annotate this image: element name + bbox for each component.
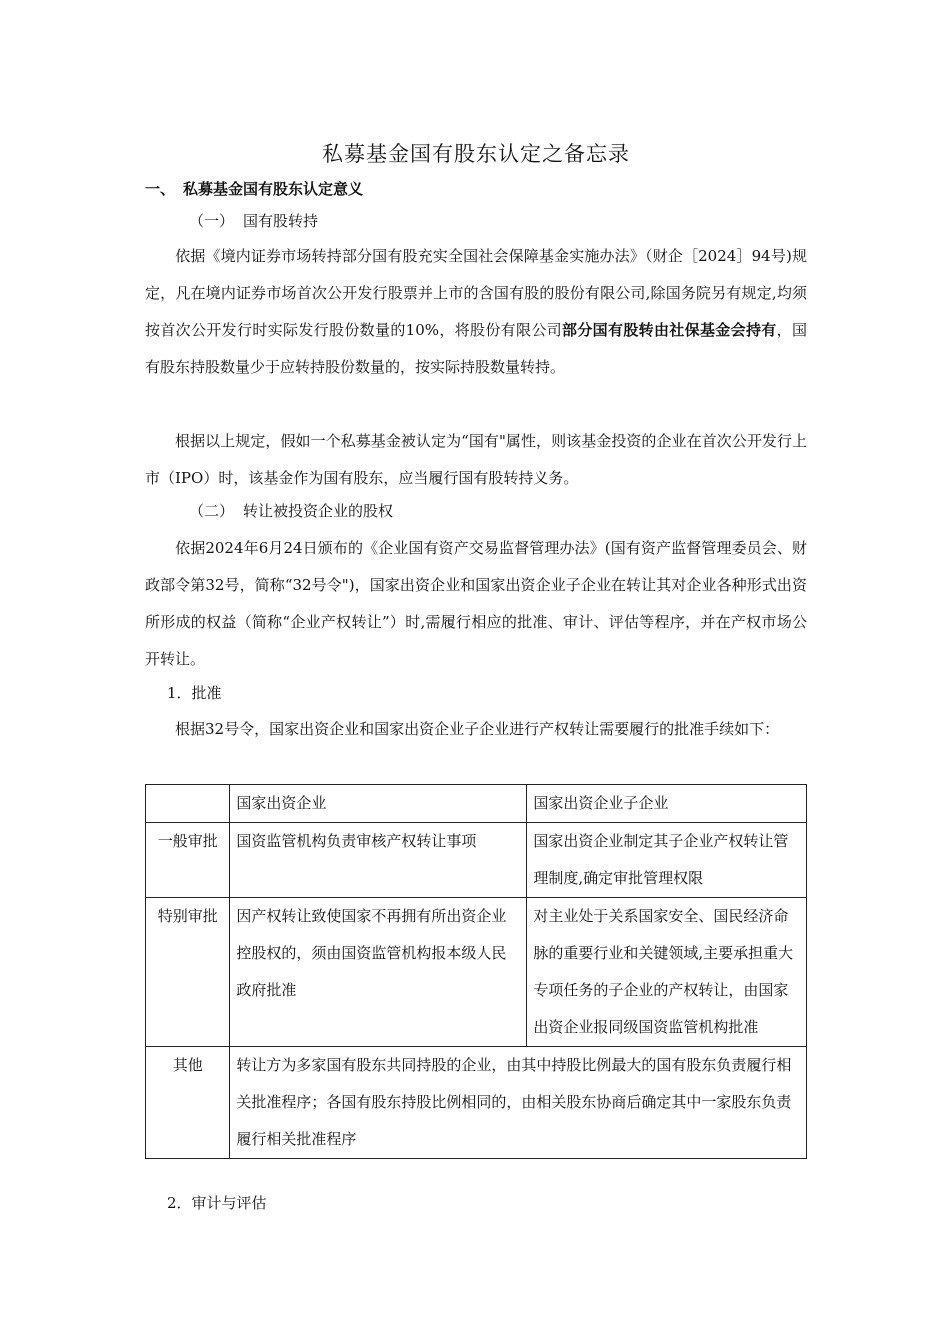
section-label: 私募基金国有股东认定意义 <box>183 180 364 198</box>
table-cell: 转让方为多家国有股东共同持股的企业，由其中持股比例最大的国有股东负责履行相关批准程序；各国有股东持股比例相同的，由相关股东协商后确定其中一家股东负责履行相关批准程序 <box>230 1047 807 1159</box>
paragraph-1-tail: ，国有股东持股数量少于应转持股份数量的，按实际持股数量转持。 <box>145 321 807 376</box>
table-header-row <box>146 785 807 823</box>
table-header-cell: 国家出资企业子企业 <box>527 785 807 823</box>
paragraph-2 <box>145 423 807 497</box>
list-item-approval: 1．批准 <box>167 684 222 702</box>
table-header-cell <box>146 785 230 823</box>
paragraph-3-text: 依据2024年6月24日颁布的《企业国有资产交易监督管理办法》(国有资产监督管理委员会、财政部令第32号，简称“32号令")，国家出资企业和国家出资企业子企业在转让其对企业各种形式出资所形成的权益（简称“企业产权转让”）时,需履行相应的批准、审计、评估等程序，并在产权市场公开转让。 <box>145 539 807 668</box>
paragraph-3 <box>145 530 807 678</box>
table-row <box>146 1047 807 1159</box>
subsection-heading-2 <box>189 500 393 522</box>
table-cell: 对主业处于关系国家安全、国民经济命脉的重要行业和关键领域,主要承担重大专项任务的子企业的产权转让，由国家出资企业报同级国资监管机构批准 <box>527 898 807 1047</box>
approval-table <box>145 784 807 1159</box>
subsection-number: （一） <box>189 212 235 230</box>
table-cell: 因产权转让致使国家不再拥有所出资企业控股权的，须由国资监管机构报本级人民政府批准 <box>230 898 527 1047</box>
table-cell: 国家出资企业制定其子企业产权转让管理制度,确定审批管理权限 <box>527 823 807 898</box>
paragraph-2-text: 根据以上规定，假如一个私募基金被认定为“国有"属性，则该基金投资的企业在首次公开发行上市（IPO）时，该基金作为国有股东，应当履行国有股转持义务。 <box>145 432 807 487</box>
table-row-label: 其他 <box>146 1047 230 1159</box>
paragraph-1-bold: 部分国有股转由社保基金会持有 <box>561 321 777 339</box>
subsection-number: （二） <box>189 502 235 520</box>
table-row-label: 一般审批 <box>146 823 230 898</box>
table-row <box>146 823 807 898</box>
table-cell: 国资监管机构负责审核产权转让事项 <box>230 823 527 898</box>
subsection-label: 国有股转持 <box>243 212 319 230</box>
subsection-heading-1 <box>189 210 318 232</box>
subsection-label: 转让被投资企业的股权 <box>243 502 394 520</box>
paragraph-4-text: 根据32号令，国家出资企业和国家出资企业子企业进行产权转让需要履行的批准手续如下： <box>175 720 780 738</box>
section-number: 一、 <box>145 180 176 198</box>
paragraph-1 <box>145 238 807 386</box>
table-row <box>146 898 807 1047</box>
section-heading-1 <box>145 178 363 200</box>
paragraph-1-text: 依据《境内证券市场转持部分国有股充实全国社会保障基金实施办法》（财企［2024］94号)规定，凡在境内证券市场首次公开发行股票并上市的含国有股的股份有限公司,除国务院另有规定,均须按首次公开发行时实际发行股份数量的10%，将股份有限公司 <box>145 247 807 339</box>
table-header-cell: 国家出资企业 <box>230 785 527 823</box>
table-row-label: 特别审批 <box>146 898 230 1047</box>
document-title: 私募基金国有股东认定之备忘录 <box>322 142 630 166</box>
list-item-audit: 2．审计与评估 <box>167 1194 267 1212</box>
paragraph-4 <box>145 711 807 748</box>
